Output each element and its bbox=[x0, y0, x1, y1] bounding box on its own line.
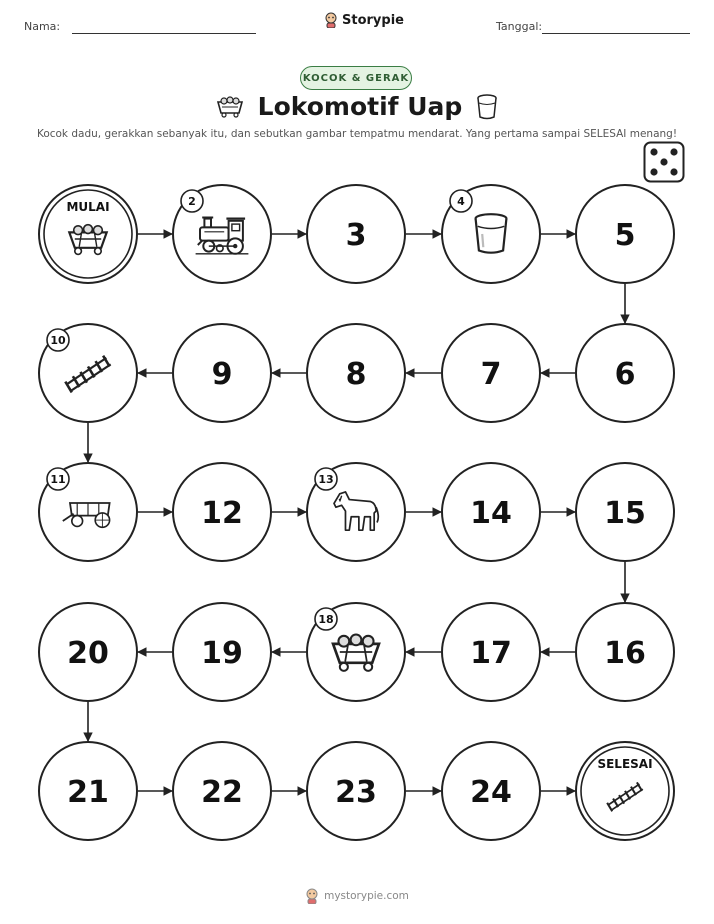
space-number: 7 bbox=[480, 357, 502, 392]
space-number: 2 bbox=[188, 195, 196, 208]
space-number: 4 bbox=[457, 195, 465, 208]
footer bbox=[0, 888, 714, 904]
water-cup-icon bbox=[476, 214, 507, 253]
space-number: 13 bbox=[318, 473, 334, 486]
space-number: 16 bbox=[604, 636, 646, 671]
finish-label: SELESAI bbox=[597, 757, 653, 771]
space-number: 18 bbox=[318, 613, 334, 626]
instructions: Kocok dadu, gerakkan sebanyak itu, dan sebutkan gambar tempatmu mendarat. Yang pertama sampai SELESAI menang! bbox=[36, 128, 678, 140]
space-number: 12 bbox=[201, 496, 243, 531]
space-number: 19 bbox=[201, 636, 243, 671]
start-label: MULAI bbox=[66, 200, 110, 214]
footer-url[interactable]: mystorypie.com bbox=[324, 890, 409, 902]
space-number: 9 bbox=[211, 357, 233, 392]
space-number: 5 bbox=[614, 218, 636, 253]
space-number: 14 bbox=[470, 496, 512, 531]
space-number: 20 bbox=[67, 636, 109, 671]
name-label: Nama: bbox=[24, 20, 61, 33]
space-number: 23 bbox=[335, 775, 377, 810]
space-number: 21 bbox=[67, 775, 109, 810]
date-label: Tanggal: bbox=[496, 20, 543, 33]
category-badge: KOCOK & GERAK bbox=[300, 66, 412, 90]
space-number: 8 bbox=[345, 357, 367, 392]
page-title: Lokomotif Uap bbox=[257, 92, 463, 121]
space-number: 22 bbox=[201, 775, 243, 810]
space-number: 11 bbox=[50, 473, 66, 486]
storypie-mascot-icon bbox=[305, 888, 319, 904]
brand-name: Storypie bbox=[342, 12, 404, 28]
space-number: 15 bbox=[604, 496, 646, 531]
space-number: 10 bbox=[50, 334, 66, 347]
space-number: 6 bbox=[614, 357, 636, 392]
space-number: 24 bbox=[470, 775, 512, 810]
space-number: 3 bbox=[345, 218, 367, 253]
space-number: 17 bbox=[470, 636, 512, 671]
